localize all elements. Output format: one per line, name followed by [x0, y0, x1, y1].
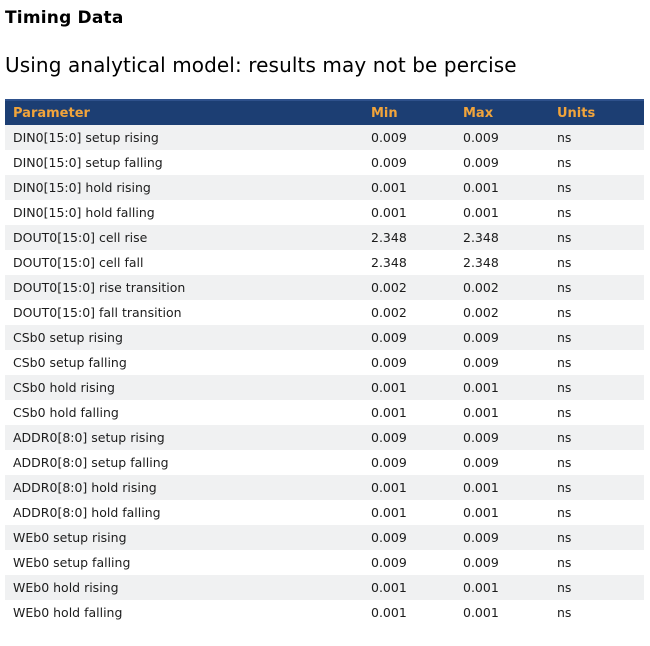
table-row — [5, 375, 644, 400]
cell-max: 0.001 — [463, 380, 499, 395]
cell-units: ns — [557, 455, 572, 470]
cell-min: 0.009 — [371, 455, 407, 470]
cell-parameter: CSb0 setup rising — [13, 330, 123, 345]
cell-max: 0.001 — [463, 180, 499, 195]
cell-units: ns — [557, 505, 572, 520]
cell-min: 0.009 — [371, 355, 407, 370]
cell-max: 0.009 — [463, 530, 499, 545]
cell-units: ns — [557, 580, 572, 595]
cell-max: 0.002 — [463, 305, 499, 320]
table-row — [5, 550, 644, 575]
cell-units: ns — [557, 255, 572, 270]
cell-parameter: ADDR0[8:0] hold rising — [13, 480, 157, 495]
table-row — [5, 475, 644, 500]
timing-data-table — [5, 99, 644, 625]
table-row — [5, 600, 644, 625]
cell-max: 0.001 — [463, 405, 499, 420]
cell-units: ns — [557, 130, 572, 145]
column-header-max: Max — [455, 100, 549, 125]
cell-min: 0.001 — [371, 505, 407, 520]
cell-units: ns — [557, 330, 572, 345]
cell-max: 0.009 — [463, 455, 499, 470]
cell-max: 0.001 — [463, 205, 499, 220]
cell-units: ns — [557, 480, 572, 495]
cell-parameter: DIN0[15:0] hold rising — [13, 180, 151, 195]
cell-units: ns — [557, 180, 572, 195]
cell-units: ns — [557, 155, 572, 170]
table-row — [5, 275, 644, 300]
cell-max: 2.348 — [463, 255, 499, 270]
cell-max: 0.009 — [463, 330, 499, 345]
cell-units: ns — [557, 355, 572, 370]
cell-max: 0.001 — [463, 480, 499, 495]
cell-min: 0.001 — [371, 380, 407, 395]
cell-parameter: DIN0[15:0] setup rising — [13, 130, 159, 145]
cell-units: ns — [557, 380, 572, 395]
table-row — [5, 350, 644, 375]
cell-parameter: ADDR0[8:0] hold falling — [13, 505, 161, 520]
table-row — [5, 175, 644, 200]
cell-units: ns — [557, 205, 572, 220]
cell-parameter: DOUT0[15:0] cell fall — [13, 255, 144, 270]
cell-max: 0.002 — [463, 280, 499, 295]
cell-parameter: DIN0[15:0] hold falling — [13, 205, 155, 220]
cell-parameter: CSb0 hold rising — [13, 380, 115, 395]
cell-min: 0.001 — [371, 480, 407, 495]
table-body — [5, 125, 644, 625]
cell-parameter: DOUT0[15:0] rise transition — [13, 280, 186, 295]
cell-max: 0.001 — [463, 580, 499, 595]
cell-max: 0.009 — [463, 355, 499, 370]
cell-min: 0.009 — [371, 555, 407, 570]
cell-min: 0.001 — [371, 205, 407, 220]
column-header-parameter: Parameter — [5, 100, 363, 125]
cell-parameter: WEb0 hold falling — [13, 605, 123, 620]
cell-max: 0.009 — [463, 430, 499, 445]
table-row — [5, 250, 644, 275]
table-row — [5, 525, 644, 550]
cell-max: 0.001 — [463, 505, 499, 520]
cell-units: ns — [557, 430, 572, 445]
cell-max: 0.001 — [463, 605, 499, 620]
cell-min: 0.001 — [371, 580, 407, 595]
cell-min: 0.009 — [371, 530, 407, 545]
table-row — [5, 400, 644, 425]
cell-min: 2.348 — [371, 230, 407, 245]
cell-min: 0.009 — [371, 130, 407, 145]
cell-min: 0.009 — [371, 430, 407, 445]
cell-parameter: ADDR0[8:0] setup rising — [13, 430, 165, 445]
column-header-min: Min — [363, 100, 455, 125]
cell-units: ns — [557, 305, 572, 320]
cell-parameter: WEb0 setup falling — [13, 555, 131, 570]
cell-max: 2.348 — [463, 230, 499, 245]
column-header-units: Units — [549, 100, 644, 125]
cell-min: 0.009 — [371, 330, 407, 345]
cell-units: ns — [557, 555, 572, 570]
cell-parameter: DOUT0[15:0] fall transition — [13, 305, 182, 320]
table-row — [5, 325, 644, 350]
cell-max: 0.009 — [463, 155, 499, 170]
cell-min: 0.002 — [371, 280, 407, 295]
cell-min: 0.001 — [371, 605, 407, 620]
table-row — [5, 150, 644, 175]
table-header-row — [5, 100, 644, 125]
cell-units: ns — [557, 530, 572, 545]
cell-units: ns — [557, 280, 572, 295]
table-row — [5, 300, 644, 325]
cell-parameter: DOUT0[15:0] cell rise — [13, 230, 148, 245]
table-row — [5, 125, 644, 150]
cell-units: ns — [557, 405, 572, 420]
table-row — [5, 225, 644, 250]
page-subtitle: Using analytical model: results may not be percise — [5, 53, 517, 77]
cell-parameter: WEb0 setup rising — [13, 530, 127, 545]
table-row — [5, 200, 644, 225]
table-row — [5, 575, 644, 600]
cell-max: 0.009 — [463, 130, 499, 145]
table-row — [5, 450, 644, 475]
table-row — [5, 500, 644, 525]
cell-parameter: CSb0 setup falling — [13, 355, 127, 370]
cell-max: 0.009 — [463, 555, 499, 570]
cell-min: 0.009 — [371, 155, 407, 170]
cell-units: ns — [557, 230, 572, 245]
cell-min: 0.001 — [371, 405, 407, 420]
cell-min: 0.001 — [371, 180, 407, 195]
cell-min: 2.348 — [371, 255, 407, 270]
cell-parameter: CSb0 hold falling — [13, 405, 119, 420]
cell-parameter: ADDR0[8:0] setup falling — [13, 455, 169, 470]
cell-parameter: DIN0[15:0] setup falling — [13, 155, 163, 170]
page-title: Timing Data — [5, 8, 124, 28]
cell-parameter: WEb0 hold rising — [13, 580, 119, 595]
table-row — [5, 425, 644, 450]
cell-min: 0.002 — [371, 305, 407, 320]
cell-units: ns — [557, 605, 572, 620]
